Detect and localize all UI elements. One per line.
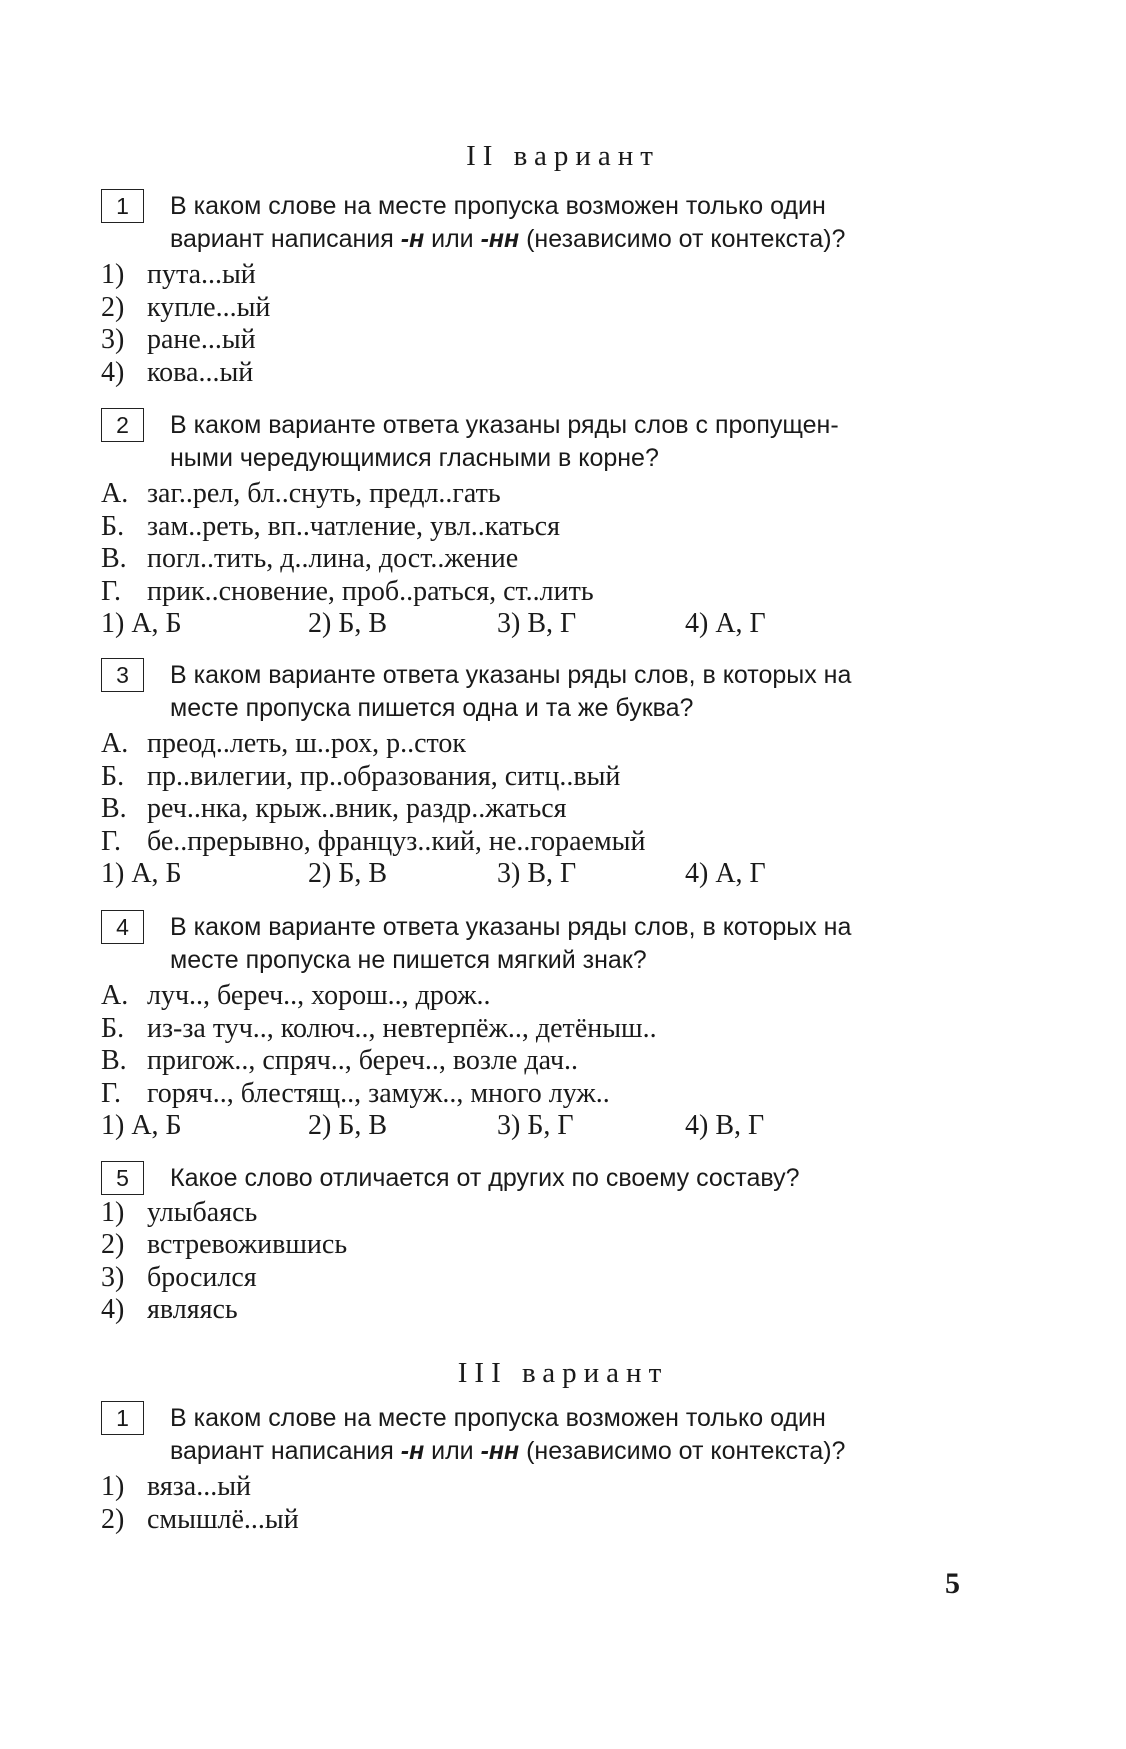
option: 2) купле...ый	[101, 291, 271, 323]
option: 1) пута...ый	[101, 259, 256, 290]
option: В. погл..тить, д..лина, дост..жение	[101, 543, 519, 574]
option: Б. зам..реть, вп..чатление, увл..каться	[101, 510, 560, 542]
question-text: вариант написания -н или -нн (независимо от контекста)?	[170, 1436, 846, 1465]
option: 4) являясь	[101, 1294, 238, 1325]
option: Б. из-за туч.., колюч.., невтерпёж.., детёныш..	[101, 1012, 657, 1044]
option: Б. пр..вилегии, пр..образования, ситц..вый	[101, 760, 621, 792]
question-number-box: 5	[101, 1161, 144, 1195]
question-4	[101, 911, 1001, 1143]
question-text: Какое слово отличается от других по своему составу?	[170, 1164, 800, 1192]
question-text: ными чередующимися гласными в корне?	[170, 443, 659, 472]
question-1	[101, 190, 1001, 389]
option: В. реч..нка, крыж..вник, раздр..жаться	[101, 793, 567, 824]
question-number-box: 3	[101, 658, 144, 692]
option: 2) смышлё...ый	[101, 1503, 299, 1535]
question-text: В каком слове на месте пропуска возможен только один	[170, 192, 826, 220]
question-5	[101, 1162, 1001, 1327]
variant-2-title: II вариант	[466, 140, 660, 172]
answer-choices: 1) А, Б 2) Б, В 3) В, Г 4) А, Г	[101, 608, 766, 639]
option: А. преод..леть, ш..рох, р..сток	[101, 728, 467, 759]
option: Г. горяч.., блестящ.., замуж.., много луж..	[101, 1077, 610, 1109]
option: Г. бе..прерывно, француз..кий, не..гораемый	[101, 825, 646, 857]
answer-choices: 1) А, Б 2) Б, В 3) В, Г 4) А, Г	[101, 858, 766, 889]
question-text: месте пропуска пишется одна и та же буква?	[170, 693, 694, 722]
question-text: В каком варианте ответа указаны ряды слов, в которых на	[170, 913, 852, 941]
option: В. пригож.., спряч.., береч.., возле дач..	[101, 1045, 579, 1076]
question-2	[101, 409, 1001, 641]
question-number-box: 1	[101, 189, 144, 223]
answer-choices: 1) А, Б 2) Б, В 3) Б, Г 4) В, Г	[101, 1110, 765, 1141]
question-text: В каком варианте ответа указаны ряды слов, в которых на	[170, 661, 852, 689]
question-3	[101, 659, 1001, 891]
question-number-box: 2	[101, 408, 144, 442]
question-text: вариант написания -н или -нн (независимо от контекста)?	[170, 224, 846, 253]
option: 4) кова...ый	[101, 356, 254, 388]
page-number: 5	[945, 1567, 960, 1600]
question-number-box: 1	[101, 1401, 144, 1435]
question-1	[101, 1402, 1001, 1536]
option: Г. прик..сновение, проб..раться, ст..лить	[101, 575, 594, 607]
question-number-box: 4	[101, 910, 144, 944]
option: 1) улыбаясь	[101, 1196, 258, 1228]
option: 3) бросился	[101, 1261, 257, 1293]
question-text: месте пропуска не пишется мягкий знак?	[170, 945, 647, 974]
variant-3-title: III вариант	[457, 1357, 669, 1389]
question-text: В каком варианте ответа указаны ряды слов с пропущен-	[170, 411, 839, 439]
question-text: В каком слове на месте пропуска возможен только один	[170, 1404, 826, 1432]
option: А. луч.., береч.., хорош.., дрож..	[101, 980, 491, 1011]
option: А. заг..рел, бл..снуть, предл..гать	[101, 478, 501, 509]
option: 2) встревожившись	[101, 1229, 348, 1260]
option: 3) ране...ый	[101, 324, 256, 355]
option: 1) вяза...ый	[101, 1471, 252, 1502]
